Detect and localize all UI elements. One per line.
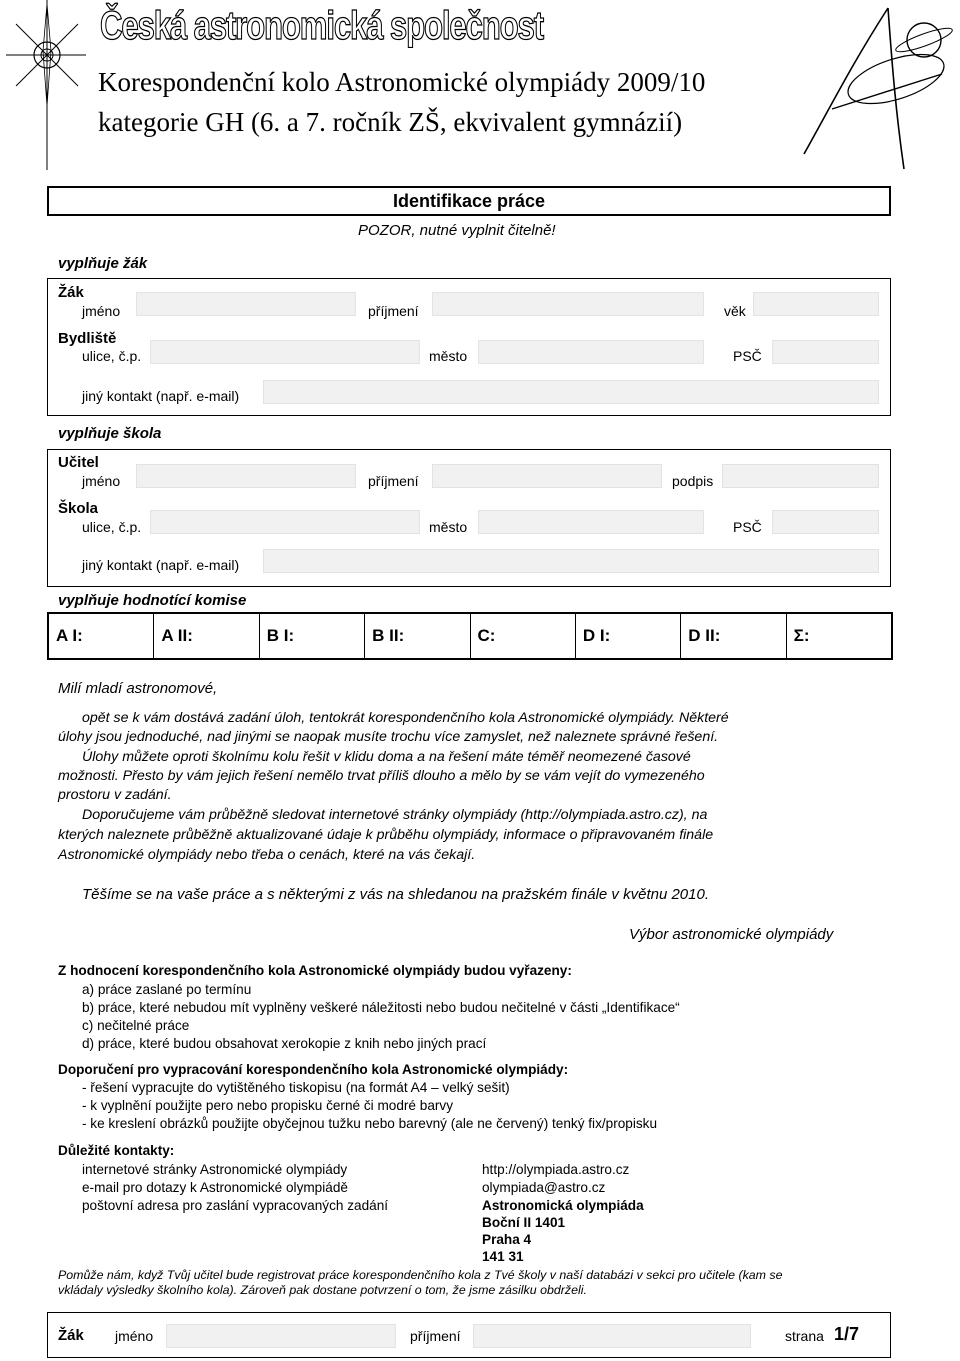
student-age-field[interactable] [753, 292, 879, 316]
contacts-heading: Důležité kontakty: [58, 1143, 175, 1158]
contact-web-label: internetové stránky Astronomické olympiády [82, 1162, 348, 1177]
student-surname-label: příjmení [368, 303, 419, 319]
identification-title-text: Identifikace práce [392, 191, 546, 211]
score-cell-b2[interactable]: B II: [365, 614, 470, 658]
exclusion-item: d) práce, které budou obsahovat xerokopie z knih nebo jiných prací [82, 1036, 487, 1051]
student-street-field[interactable] [150, 340, 420, 364]
recommendation-heading: Doporučení pro vypracování korespondenčního kola Astronomické olympiády: [58, 1062, 569, 1077]
score-cell-b1[interactable]: B I: [260, 614, 365, 658]
student-city-field[interactable] [478, 340, 704, 364]
contact-web-link[interactable]: http://olympiada.astro.cz [482, 1162, 630, 1177]
page-title: Korespondenční kolo Astronomické olympiády 2009/10 [98, 67, 706, 97]
student-contact-field[interactable] [263, 380, 879, 404]
school-zip-field[interactable] [772, 510, 879, 534]
letter-paragraph-line: možnosti. Přesto by vám jejich řešení nemělo trvat příliš dlouho a mělo by se vám vejít do vymezeného [58, 768, 705, 784]
school-contact-field[interactable] [263, 549, 879, 573]
teacher-note-line: vkládaly výsledky školního kola). Zároveň pak dostane potvrzení o tom, že jsme zásilku obdrželi. [58, 1283, 587, 1297]
school-street-label: ulice, č.p. [82, 519, 142, 535]
footer-student-label: Žák [58, 1327, 84, 1344]
page-number-label: strana [785, 1328, 824, 1344]
student-first-name-field[interactable] [136, 292, 356, 316]
address-line: Boční II 1401 [482, 1215, 566, 1230]
student-age-label: věk [724, 303, 746, 319]
contact-email-link[interactable]: olympiada@astro.cz [482, 1180, 606, 1195]
letter-paragraph-line: úlohy jsou jednoduché, nad jinými se naopak musíte trochu více zamyslet, než naleznete správné řešení. [58, 729, 719, 745]
letter-paragraph-line: opět se k vám dostává zadání úloh, tentokrát korespondenčního kola Astronomické olympiády. Některé [82, 710, 729, 726]
olympiad-logo-icon [792, 4, 954, 174]
student-zip-label: PSČ [733, 348, 762, 364]
score-cell-a2[interactable]: A II: [154, 614, 259, 658]
school-street-field[interactable] [150, 510, 420, 534]
footer-first-name-label: jméno [115, 1328, 154, 1344]
school-zip-label: PSČ [733, 519, 762, 535]
recommendation-item: - k vyplnění použijte pero nebo propisku černé či modré barvy [82, 1098, 454, 1113]
identification-title [47, 186, 891, 216]
residence-label: Bydliště [58, 330, 117, 347]
teacher-label: Učitel [58, 454, 99, 471]
school-city-label: město [429, 519, 468, 535]
society-title: Česká astronomická společnost [100, 4, 543, 48]
student-contact-label: jiný kontakt (např. e-mail) [82, 388, 240, 404]
committee-section-heading: vyplňuje hodnotící komise [58, 592, 247, 609]
page-subtitle: kategorie GH (6. a 7. ročník ZŠ, ekvivalent gymnázií) [98, 107, 683, 137]
footer-first-name-field[interactable] [166, 1324, 396, 1348]
footer-surname-field[interactable] [473, 1324, 751, 1348]
student-first-name-label: jméno [82, 303, 121, 319]
score-cell-total[interactable]: Σ: [793, 626, 810, 645]
teacher-surname-field[interactable] [432, 464, 662, 488]
address-line: Praha 4 [482, 1232, 532, 1247]
society-star-logo-icon [2, 0, 92, 170]
exclusion-item: b) práce, které nebudou mít vyplněny veškeré náležitosti nebo budou nečitelné v části „Identifikace“ [82, 1000, 680, 1015]
score-cell-c[interactable]: C: [471, 614, 576, 658]
student-zip-field[interactable] [772, 340, 879, 364]
identification-warning: POZOR, nutné vyplnit čitelně! [358, 222, 556, 239]
letter-paragraph-line: Astronomické olympiády nebo třeba o cenách, které na vás čekají. [58, 847, 476, 863]
contact-post-label: poštovní adresa pro zaslání vypracovaných zadání [82, 1198, 389, 1213]
school-contact-label: jiný kontakt (např. e-mail) [82, 557, 240, 573]
school-section-heading: vyplňuje škola [58, 425, 162, 442]
recommendation-item: - řešení vypracujte do vytištěného tiskopisu (na formát A4 – velký sešit) [82, 1080, 510, 1095]
student-section-heading: vyplňuje žák [58, 255, 148, 272]
student-street-label: ulice, č.p. [82, 348, 142, 364]
letter-paragraph-line: kterých naleznete průběžně aktualizované údaje k průběhu olympiády, informace o připravovaném finále [58, 827, 714, 843]
exclusion-item: a) práce zaslané po termínu [82, 982, 252, 997]
letter-greeting: Milí mladí astronomové, [58, 680, 218, 697]
school-label: Škola [58, 500, 99, 517]
score-cell-d2[interactable]: D II: [681, 614, 786, 658]
page-number: 1/7 [834, 1324, 860, 1344]
teacher-surname-label: příjmení [368, 473, 419, 489]
student-surname-field[interactable] [432, 292, 704, 316]
teacher-signature-field[interactable] [722, 464, 879, 488]
student-label: Žák [58, 284, 84, 301]
recommendation-item: - ke kreslení obrázků použijte obyčejnou tužku nebo barevný (ale ne červený) tenký fix/propisku [82, 1116, 658, 1131]
teacher-signature-label: podpis [672, 473, 714, 489]
letter-closing: Těšíme se na vaše práce a s některými z vás na shledanou na pražském finále v květnu 2010. [82, 886, 709, 903]
score-cell-d1[interactable]: D I: [576, 614, 681, 658]
letter-paragraph-line: Úlohy můžete oproti školnímu kolu řešit v klidu doma a na řešení máte téměř neomezené časové [82, 749, 691, 765]
teacher-first-name-field[interactable] [136, 464, 356, 488]
student-city-label: město [429, 348, 468, 364]
letter-paragraph-line: prostoru v zadání. [58, 787, 172, 803]
letter-paragraph-line: Doporučujeme vám průběžně sledovat internetové stránky olympiády (http://olympiada.astro.cz), na [82, 807, 708, 823]
footer-surname-label: příjmení [410, 1328, 461, 1344]
exclusion-heading: Z hodnocení korespondenčního kola Astronomické olympiády budou vyřazeny: [58, 963, 572, 978]
letter-signature: Výbor astronomické olympiády [629, 926, 834, 943]
address-line: 141 31 [482, 1249, 524, 1264]
exclusion-item: c) nečitelné práce [82, 1018, 190, 1033]
address-line: Astronomická olympiáda [482, 1198, 644, 1213]
contact-email-label: e-mail pro dotazy k Astronomické olympiádě [82, 1180, 348, 1195]
school-city-field[interactable] [478, 510, 704, 534]
teacher-first-name-label: jméno [82, 473, 121, 489]
teacher-note-line: Pomůže nám, když Tvůj učitel bude registrovat práce korespondenčního kola z Tvé školy v naší databázi v sekci pro učitele (kam se [58, 1268, 783, 1282]
score-cell-a1[interactable]: A I: [49, 614, 154, 658]
evaluation-table [47, 612, 893, 660]
